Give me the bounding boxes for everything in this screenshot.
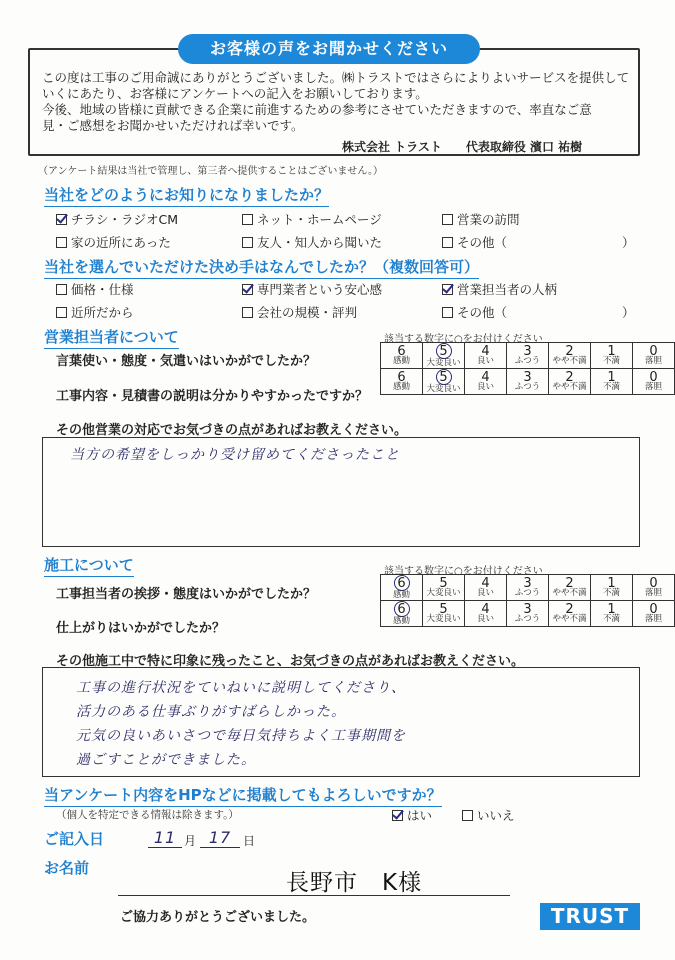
scale-instruction: 該当する数字に○をお付けください	[384, 566, 543, 577]
hp-title: 当アンケート内容をHPなどに掲載してもよろしいですか？	[44, 784, 442, 807]
q2-option[interactable]: 価格・仕様	[56, 280, 134, 298]
checkbox[interactable]	[242, 284, 253, 295]
banner-title: お客様の声をお聞かせください	[178, 34, 480, 64]
q1-option[interactable]: チラシ・ラジオCM	[56, 210, 178, 228]
privacy-notice: （アンケート結果は当社で管理し、第三者へ提供することはございません。）	[38, 166, 383, 177]
rating-cell[interactable]: 4 良い	[465, 369, 507, 395]
rating-cell[interactable]: 0 落胆	[633, 343, 675, 369]
date-month-field[interactable]: 11	[148, 828, 182, 848]
checkbox[interactable]	[442, 214, 453, 225]
sales-comment: 当方の希望をしっかり受け留めてくださったこと	[70, 447, 400, 463]
scale-instruction: 該当する数字に○をお付けください	[384, 334, 543, 345]
rating-cell[interactable]: 2 やや不満	[549, 369, 591, 395]
rating-cell-selected[interactable]: 5 大変良い	[423, 369, 465, 395]
checkbox[interactable]	[56, 284, 67, 295]
name-label: お名前	[44, 859, 90, 877]
q2-option[interactable]: 専門業者という安心感	[242, 280, 382, 298]
rating-cell[interactable]: 3 ふつう	[507, 575, 549, 601]
trust-logo: TRUST	[540, 903, 640, 930]
rating-cell[interactable]: 2 やや不満	[549, 343, 591, 369]
q1-option[interactable]: その他（	[442, 233, 507, 251]
rating-cell[interactable]: 4 良い	[465, 601, 507, 627]
sales-comment-prompt: その他営業の対応でお気づきの点があればお教えください。	[56, 423, 408, 438]
q1-other-close: ）	[622, 235, 635, 250]
comment-line: 工事の進行状況をていねいに説明してくださり、	[76, 680, 406, 696]
name-value: 長野市 K様	[286, 870, 423, 896]
signature: 株式会社 トラスト 代表取締役 濱口 祐樹	[342, 140, 583, 154]
rating-cell-selected[interactable]: 5 大変良い	[423, 343, 465, 369]
checkbox[interactable]	[442, 284, 453, 295]
hp-no-option[interactable]: いいえ	[462, 806, 515, 824]
q1-title: 当社をどのようにお知りになりましたか？	[44, 184, 329, 207]
rating-cell[interactable]: 1 不満	[591, 601, 633, 627]
rating-cell[interactable]: 3 ふつう	[507, 369, 549, 395]
date-day-field[interactable]: 17	[200, 828, 240, 848]
q1-option[interactable]: 友人・知人から聞いた	[242, 233, 382, 251]
rating-cell[interactable]: 2 やや不満	[549, 575, 591, 601]
rating-cell[interactable]: 5 大変良い	[423, 575, 465, 601]
comment-line: 元気の良いあいさつで毎日気持ちよく工事期間を	[76, 728, 406, 744]
q2-option[interactable]: 会社の規模・評判	[242, 303, 357, 321]
date-day-unit: 日	[243, 834, 256, 848]
intro-text	[42, 70, 632, 134]
q1-option[interactable]: ネット・ホームページ	[242, 210, 382, 228]
intro-line: 今後、地域の皆様に貢献できる企業に前進するための参考にさせていただきますので、率直なご意	[42, 102, 592, 117]
intro-line: いくにあたり、お客様にアンケートへの記入をお願いしております。	[42, 86, 428, 101]
checkbox[interactable]	[242, 214, 253, 225]
q2-option[interactable]: 営業担当者の人柄	[442, 280, 557, 298]
rating-cell[interactable]: 4 良い	[465, 575, 507, 601]
rating-cell[interactable]: 0 落胆	[633, 601, 675, 627]
checkbox[interactable]	[56, 214, 67, 225]
comment-line: 過ごすことができました。	[76, 752, 256, 768]
checkbox[interactable]	[442, 237, 453, 248]
checkbox[interactable]	[392, 810, 403, 821]
rating-scale-sales-1	[380, 342, 675, 395]
construction-question-2: 仕上がりはいかがでしたか？	[56, 621, 226, 636]
rating-cell[interactable]: 1 不満	[591, 575, 633, 601]
hp-yes-option[interactable]: はい	[392, 806, 432, 824]
rating-cell[interactable]: 2 やや不満	[549, 601, 591, 627]
q1-option[interactable]: 家の近所にあった	[56, 233, 171, 251]
hp-note: （個人を特定できる情報は除きます。）	[56, 809, 239, 821]
comment-line: 活力のある仕事ぶりがすばらしかった。	[76, 704, 346, 720]
rating-cell[interactable]: 3 ふつう	[507, 601, 549, 627]
q1-option[interactable]: 営業の訪問	[442, 210, 520, 228]
checkbox[interactable]	[242, 237, 253, 248]
checkbox[interactable]	[442, 307, 453, 318]
construction-title: 施工について	[44, 554, 134, 577]
checkbox[interactable]	[462, 810, 473, 821]
rating-cell[interactable]: 6 感動	[381, 369, 423, 395]
date-month-unit: 月	[184, 834, 197, 848]
q2-title: 当社を選んでいただけた決め手はなんでしたか？（複数回答可）	[44, 256, 479, 279]
checkbox[interactable]	[56, 307, 67, 318]
checkbox[interactable]	[56, 237, 67, 248]
checkbox[interactable]	[242, 307, 253, 318]
q2-other-close: ）	[622, 305, 635, 320]
sales-question-2: 工事内容・見積書の説明は分かりやすかったですか？	[56, 389, 369, 404]
q2-option[interactable]: 近所だから	[56, 303, 134, 321]
rating-cell[interactable]: 6 感動	[381, 343, 423, 369]
intro-line: この度は工事のご用命誠にありがとうございました。㈱トラストではさらによりよいサービスを提供して	[42, 70, 630, 85]
rating-cell[interactable]: 1 不満	[591, 343, 633, 369]
construction-question-1: 工事担当者の挨拶・態度はいかがでしたか？	[56, 587, 317, 602]
rating-cell[interactable]: 5 大変良い	[423, 601, 465, 627]
rating-cell[interactable]: 3 ふつう	[507, 343, 549, 369]
rating-cell[interactable]: 1 不満	[591, 369, 633, 395]
construction-comment	[76, 676, 406, 772]
q2-option[interactable]: その他（	[442, 303, 507, 321]
rating-cell[interactable]: 0 落胆	[633, 575, 675, 601]
intro-line: 見・ご感想をお聞かせいただければ幸いです。	[42, 118, 304, 133]
rating-cell[interactable]: 0 落胆	[633, 369, 675, 395]
thanks-text: ご協力ありがとうございました。	[120, 910, 316, 925]
construction-comment-prompt: その他施工中で特に印象に残ったこと、お気づきの点があればお教えください。	[56, 654, 525, 669]
rating-scale-construction	[380, 574, 675, 627]
rating-cell[interactable]: 4 良い	[465, 343, 507, 369]
sales-question-1: 言葉使い・態度・気遣いはいかがでしたか？	[56, 354, 317, 369]
name-underline	[118, 895, 510, 896]
date-label: ご記入日	[44, 830, 105, 848]
rating-cell-selected[interactable]: 6 感動	[381, 575, 423, 601]
rating-cell-selected[interactable]: 6 感動	[381, 601, 423, 627]
sales-title: 営業担当者について	[44, 326, 179, 349]
